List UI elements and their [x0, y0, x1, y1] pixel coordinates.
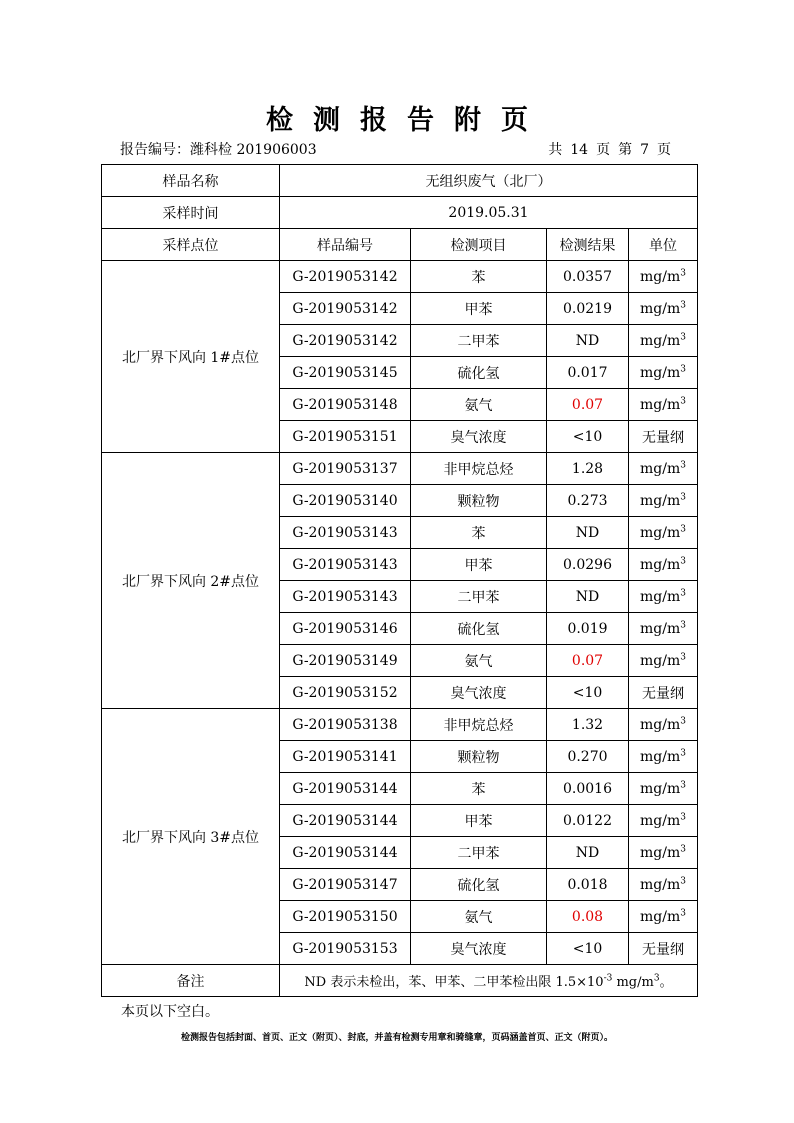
unit-cell [629, 485, 698, 517]
unit-cell [629, 677, 698, 709]
sample-number: G-2019053151 [280, 421, 411, 453]
test-item: 颗粒物 [411, 741, 547, 773]
unit-superscript: 3 [680, 651, 686, 662]
sample-number: G-2019053146 [280, 613, 411, 645]
unit-text: mg/m [640, 556, 681, 573]
column-header-result: 检测结果 [547, 229, 629, 261]
sample-name-row [102, 165, 698, 197]
unit-cell [629, 581, 698, 613]
unit-text: mg/m [640, 268, 681, 285]
sample-number: G-2019053143 [280, 517, 411, 549]
sampling-point: 北厂界下风向 3#点位 [102, 709, 280, 965]
unit-cell [629, 933, 698, 965]
table-row [102, 261, 698, 293]
remark-unit: mg/m [612, 975, 654, 990]
sample-number: G-2019053142 [280, 261, 411, 293]
test-result: 0.0296 [547, 549, 629, 581]
unit-superscript: 3 [680, 747, 686, 758]
unit-superscript: 3 [680, 811, 686, 822]
test-item: 二甲苯 [411, 325, 547, 357]
pages-current: 7 [640, 142, 649, 158]
unit-text: 无量纲 [642, 429, 684, 446]
sample-number: G-2019053138 [280, 709, 411, 741]
test-item: 臭气浓度 [411, 677, 547, 709]
sample-number: G-2019053142 [280, 325, 411, 357]
test-result: ND [547, 325, 629, 357]
results-table [101, 164, 698, 997]
test-result: 0.0219 [547, 293, 629, 325]
pages-unit: 页 [596, 142, 611, 158]
test-result: 0.07 [547, 389, 629, 421]
unit-text: mg/m [640, 460, 681, 477]
table-row [102, 453, 698, 485]
unit-superscript: 3 [680, 875, 686, 886]
test-result: 0.07 [547, 645, 629, 677]
unit-superscript: 3 [680, 779, 686, 790]
unit-superscript: 3 [680, 523, 686, 534]
unit-superscript: 3 [680, 907, 686, 918]
report-number-label: 报告编号： [120, 142, 190, 158]
unit-cell [629, 389, 698, 421]
unit-cell [629, 357, 698, 389]
sample-number: G-2019053143 [280, 581, 411, 613]
remark-exponent: -3 [603, 973, 613, 984]
test-item: 二甲苯 [411, 837, 547, 869]
unit-superscript: 3 [680, 555, 686, 566]
column-header-point: 采样点位 [102, 229, 280, 261]
unit-text: mg/m [640, 652, 681, 669]
test-result: ND [547, 517, 629, 549]
unit-cell [629, 901, 698, 933]
test-result: <10 [547, 421, 629, 453]
test-item: 颗粒物 [411, 485, 547, 517]
unit-superscript: 3 [680, 363, 686, 374]
pages-total: 14 [570, 142, 589, 158]
test-result: 0.019 [547, 613, 629, 645]
remark-unit-superscript: 3 [653, 973, 660, 984]
test-item: 苯 [411, 261, 547, 293]
test-item: 甲苯 [411, 293, 547, 325]
report-meta [120, 139, 675, 159]
sample-number: G-2019053144 [280, 805, 411, 837]
sample-number: G-2019053149 [280, 645, 411, 677]
test-result: 0.0016 [547, 773, 629, 805]
sample-number: G-2019053144 [280, 773, 411, 805]
unit-superscript: 3 [680, 267, 686, 278]
unit-superscript: 3 [680, 459, 686, 470]
unit-text: mg/m [640, 332, 681, 349]
unit-superscript: 3 [680, 619, 686, 630]
test-item: 氨气 [411, 645, 547, 677]
test-item: 氨气 [411, 389, 547, 421]
unit-cell [629, 613, 698, 645]
test-item: 二甲苯 [411, 581, 547, 613]
remark-text-main: ND 表示未检出，苯、甲苯、二甲苯检出限 1.5×10 [304, 975, 604, 990]
report-number-value: 潍科检 201906003 [190, 142, 317, 158]
column-header-row [102, 229, 698, 261]
test-result: 0.017 [547, 357, 629, 389]
test-item: 甲苯 [411, 805, 547, 837]
unit-text: mg/m [640, 780, 681, 797]
sampling-time-value: 2019.05.31 [280, 197, 698, 229]
unit-cell [629, 261, 698, 293]
unit-cell [629, 805, 698, 837]
remark-end: 。 [659, 975, 673, 990]
test-item: 非甲烷总烃 [411, 709, 547, 741]
unit-text: mg/m [640, 492, 681, 509]
test-item: 硫化氢 [411, 357, 547, 389]
sample-number: G-2019053140 [280, 485, 411, 517]
unit-text: mg/m [640, 716, 681, 733]
column-header-sample-no: 样品编号 [280, 229, 411, 261]
sample-number: G-2019053153 [280, 933, 411, 965]
unit-text: 无量纲 [642, 941, 684, 958]
sampling-point: 北厂界下风向 2#点位 [102, 453, 280, 709]
page-title: 检测报告附页 [266, 105, 548, 136]
unit-superscript: 3 [680, 587, 686, 598]
unit-text: mg/m [640, 748, 681, 765]
sample-number: G-2019053142 [280, 293, 411, 325]
test-result: <10 [547, 933, 629, 965]
test-result: 0.0357 [547, 261, 629, 293]
unit-text: mg/m [640, 588, 681, 605]
test-result: ND [547, 581, 629, 613]
test-item: 苯 [411, 517, 547, 549]
test-result: 0.273 [547, 485, 629, 517]
unit-cell [629, 837, 698, 869]
column-header-unit: 单位 [629, 229, 698, 261]
test-result: ND [547, 837, 629, 869]
footer-note: 检测报告包括封面、首页、正文（附页）、封底，并盖有检测专用章和骑缝章，页码涵盖首页、正文（附页）。 [180, 1033, 613, 1043]
pages-total-prefix: 共 [548, 142, 563, 158]
unit-text: mg/m [640, 396, 681, 413]
unit-text: mg/m [640, 876, 681, 893]
unit-superscript: 3 [680, 491, 686, 502]
unit-text: mg/m [640, 300, 681, 317]
unit-cell [629, 645, 698, 677]
sample-number: G-2019053145 [280, 357, 411, 389]
sample-number: G-2019053147 [280, 869, 411, 901]
unit-cell [629, 293, 698, 325]
remark-label: 备注 [102, 965, 280, 997]
sample-number: G-2019053143 [280, 549, 411, 581]
remark-text [280, 965, 698, 997]
sample-number: G-2019053152 [280, 677, 411, 709]
test-result: 0.018 [547, 869, 629, 901]
table-row [102, 709, 698, 741]
sample-name-value: 无组织废气（北厂） [280, 165, 698, 197]
sample-number: G-2019053150 [280, 901, 411, 933]
unit-cell [629, 741, 698, 773]
test-item: 臭气浓度 [411, 933, 547, 965]
test-item: 非甲烷总烃 [411, 453, 547, 485]
unit-text: mg/m [640, 812, 681, 829]
page-counter [544, 139, 675, 159]
unit-cell [629, 709, 698, 741]
test-item: 硫化氢 [411, 869, 547, 901]
remark-row [102, 965, 698, 997]
unit-cell [629, 549, 698, 581]
sample-number: G-2019053148 [280, 389, 411, 421]
test-result: 0.0122 [547, 805, 629, 837]
unit-cell [629, 325, 698, 357]
column-header-item: 检测项目 [411, 229, 547, 261]
test-item: 氨气 [411, 901, 547, 933]
test-result: <10 [547, 677, 629, 709]
unit-superscript: 3 [680, 715, 686, 726]
test-result: 1.32 [547, 709, 629, 741]
test-result: 0.08 [547, 901, 629, 933]
test-item: 甲苯 [411, 549, 547, 581]
unit-superscript: 3 [680, 843, 686, 854]
test-result: 0.270 [547, 741, 629, 773]
pages-current-prefix: 第 [618, 142, 633, 158]
sampling-point: 北厂界下风向 1#点位 [102, 261, 280, 453]
pages-unit: 页 [657, 142, 671, 158]
unit-cell [629, 421, 698, 453]
unit-superscript: 3 [680, 395, 686, 406]
unit-text: mg/m [640, 844, 681, 861]
unit-cell [629, 453, 698, 485]
sample-name-label: 样品名称 [102, 165, 280, 197]
unit-cell [629, 517, 698, 549]
blank-below-note: 本页以下空白。 [121, 1004, 219, 1020]
unit-text: mg/m [640, 908, 681, 925]
unit-text: 无量纲 [642, 685, 684, 702]
test-item: 苯 [411, 773, 547, 805]
sample-number: G-2019053141 [280, 741, 411, 773]
sample-number: G-2019053137 [280, 453, 411, 485]
test-result: 1.28 [547, 453, 629, 485]
unit-superscript: 3 [680, 331, 686, 342]
unit-cell [629, 869, 698, 901]
unit-text: mg/m [640, 524, 681, 541]
unit-text: mg/m [640, 620, 681, 637]
sampling-time-row [102, 197, 698, 229]
sampling-time-label: 采样时间 [102, 197, 280, 229]
report-number [120, 139, 317, 159]
test-item: 臭气浓度 [411, 421, 547, 453]
unit-text: mg/m [640, 364, 681, 381]
unit-cell [629, 773, 698, 805]
test-item: 硫化氢 [411, 613, 547, 645]
unit-superscript: 3 [680, 299, 686, 310]
sample-number: G-2019053144 [280, 837, 411, 869]
